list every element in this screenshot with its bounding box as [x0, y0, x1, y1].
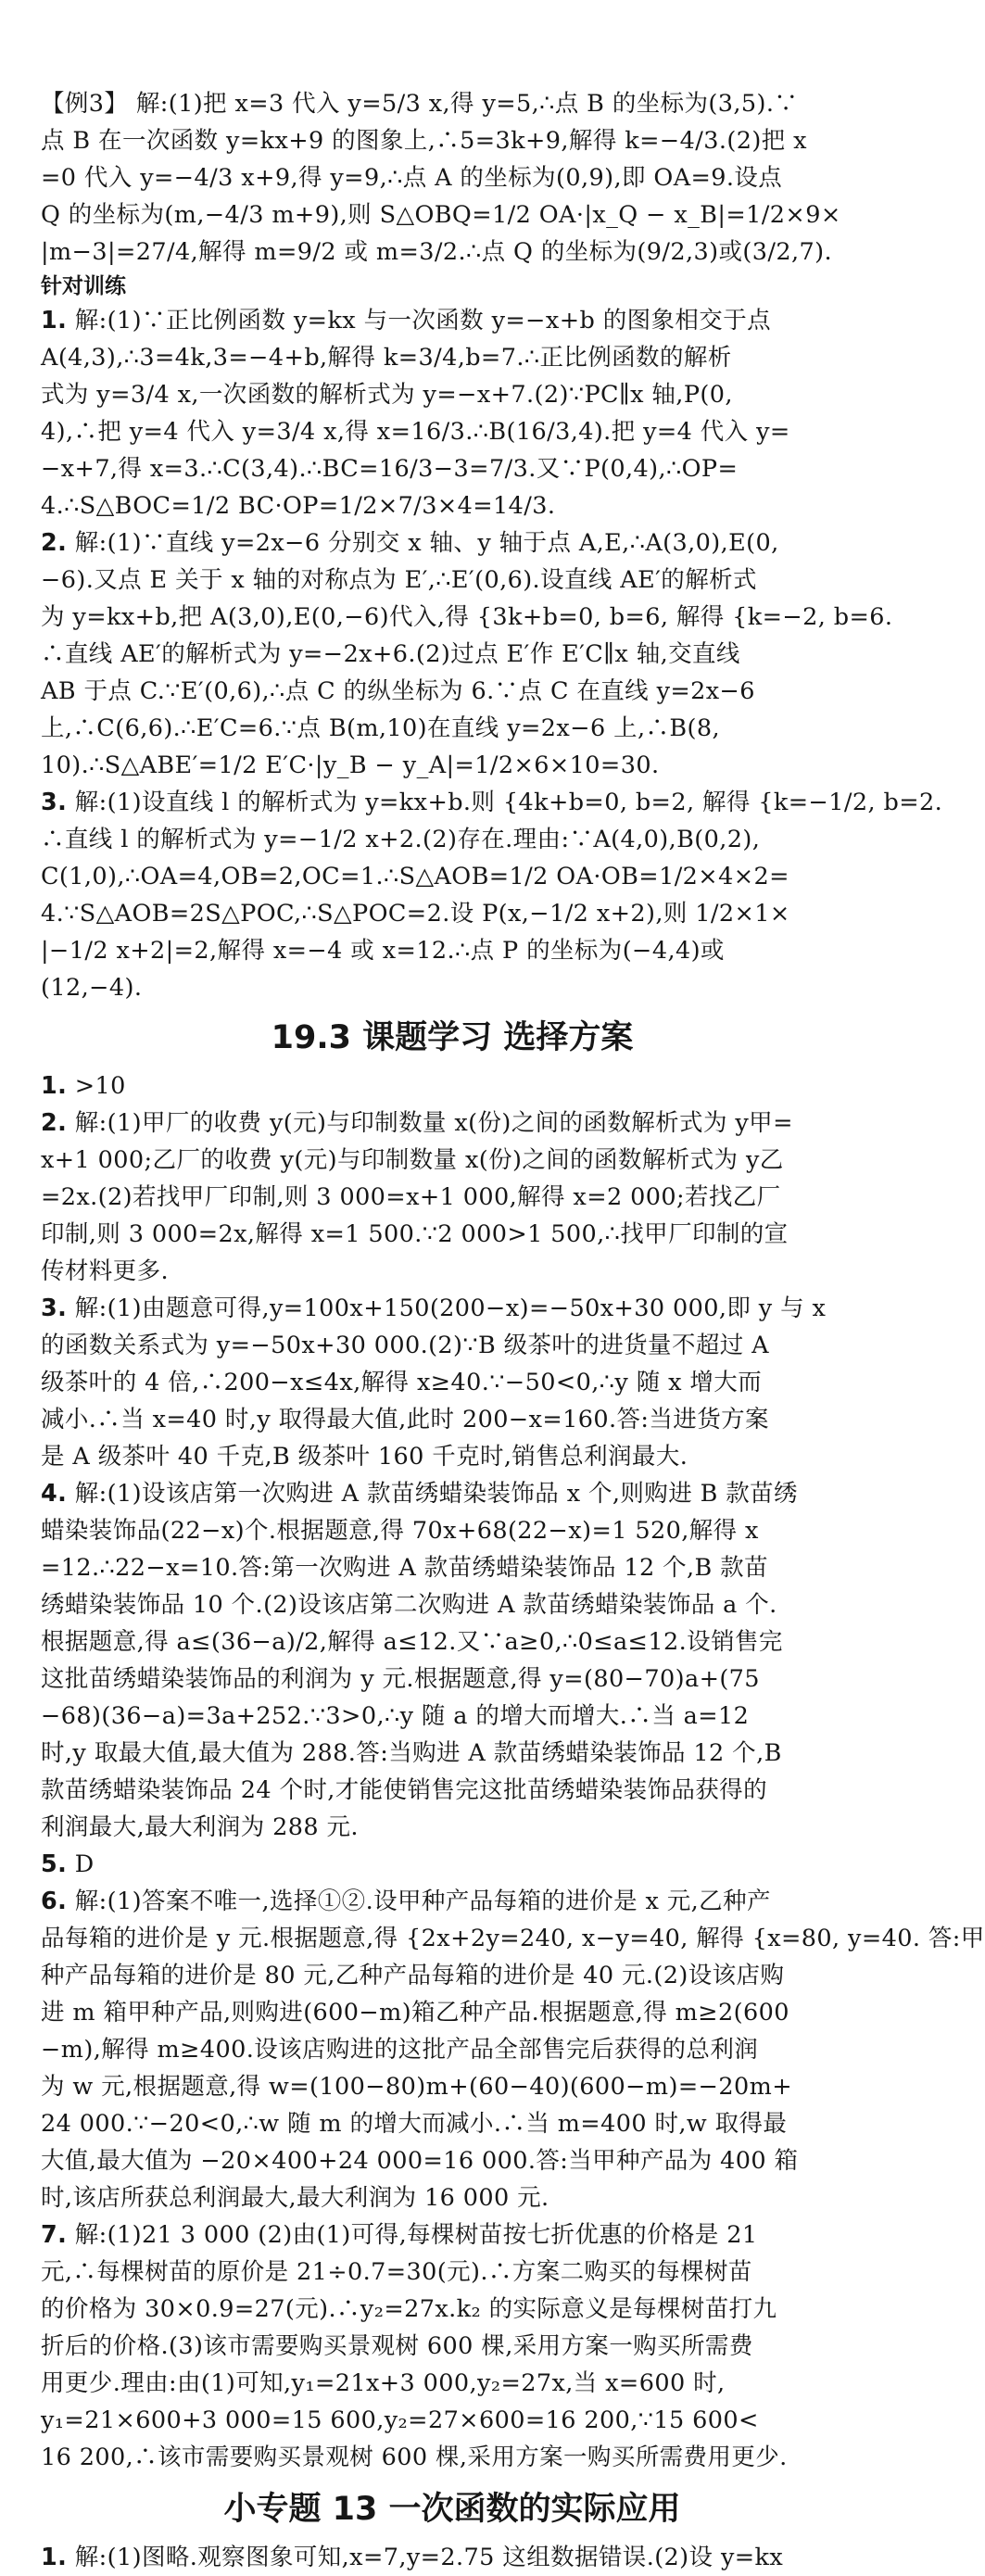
line-text: |m−3|=27/4,解得 m=9/2 或 m=3/2.∴点 Q 的坐标为(9/2,3)或(3/2,7). — [41, 238, 832, 266]
line-text: 解:(1)由题意可得,y=100x+150(200−x)=−50x+30 000,即 y 与 x — [74, 1294, 827, 1322]
line-text: 进 m 箱甲种产品,则购进(600−m)箱乙种产品.根据题意,得 m≥2(600 — [41, 1999, 789, 2027]
text-line — [41, 969, 864, 1006]
special-topic-items — [41, 2539, 864, 2576]
item-number: 1. — [41, 2544, 68, 2571]
line-text: 解:(1)21 3 000 (2)由(1)可得,每棵树苗按七折优惠的价格是 21 — [74, 2221, 758, 2249]
text-line — [41, 1809, 864, 1846]
text-line — [41, 376, 864, 413]
text-line — [41, 1512, 864, 1549]
line-text: 款苗绣蜡染装饰品 24 个时,才能使销售完这批苗绣蜡染装饰品获得的 — [41, 1776, 767, 1804]
text-line — [41, 1364, 864, 1401]
text-line — [41, 1883, 864, 1920]
line-text: 解:(1)图略.观察图象可知,x=7,y=2.75 这组数据错误.(2)设 y=kx — [74, 2544, 784, 2571]
answer-item — [41, 1883, 985, 2216]
text-line — [41, 302, 864, 339]
text-line — [41, 2328, 864, 2365]
answer-item — [41, 524, 893, 784]
line-text: 根据题意,得 a≤(36−a)/2,解得 a≤12.又∵a≥0,∴0≤a≤12.设销售完 — [41, 1628, 783, 1656]
line-text: 10).∴S△ABE′=1/2 E′C·|y_B − y_A|=1/2×6×10=30. — [41, 751, 660, 779]
text-line — [41, 1401, 864, 1438]
text-line — [41, 1216, 864, 1253]
line-text: −x+7,得 x=3.∴C(3,4).∴BC=16/3−3=7/3.又∵P(0,4),∴OP= — [41, 455, 739, 483]
line-text: 为 y=kx+b,把 A(3,0),E(0,−6)代入,得 {3k+b=0, b=6, 解得 {k=−2, b=6. — [41, 603, 893, 631]
line-text: 时,y 取最大值,最大值为 288.答:当购进 A 款苗绣蜡染装饰品 12 个,B — [41, 1739, 782, 1767]
line-text: 的函数关系式为 y=−50x+30 000.(2)∵B 级茶叶的进货量不超过 A — [41, 1332, 769, 1359]
line-text: >10 — [74, 1072, 126, 1100]
text-line — [41, 2068, 864, 2105]
text-line — [41, 932, 864, 969]
line-text: A(4,3),∴3=4k,3=−4+b,解得 k=3/4,b=7.∴正比例函数的解析 — [41, 344, 732, 372]
section-19-3-items — [41, 1067, 985, 2476]
text-line — [41, 2254, 864, 2291]
line-text: 4.∵S△AOB=2S△POC,∴S△POC=2.设 P(x,−1/2 x+2),则 1/2×1× — [41, 900, 790, 928]
text-line — [41, 2539, 864, 2576]
line-text: 解:(1)答案不唯一,选择①②.设甲种产品每箱的进价是 x 元,乙种产 — [74, 1888, 771, 1915]
item-number: 1. — [41, 1072, 68, 1100]
text-line — [41, 1475, 864, 1512]
text-line — [41, 2142, 864, 2179]
text-line — [41, 1549, 864, 1586]
text-line — [41, 1179, 864, 1216]
line-text: 品每箱的进价是 y 元.根据题意,得 {2x+2y=240, x−y=40, 解得 {x=80, y=40. 答:甲 — [41, 1925, 985, 1952]
text-line — [41, 2365, 864, 2402]
text-line — [41, 2216, 864, 2254]
line-text: 印制,则 3 000=2x,解得 x=1 500.∵2 000>1 500,∴找甲厂印制的宣 — [41, 1220, 789, 1248]
line-text: 大值,最大值为 −20×400+24 000=16 000.答:当甲种产品为 400 箱 — [41, 2147, 799, 2175]
text-line — [41, 450, 864, 487]
text-line — [41, 524, 864, 562]
text-line — [41, 2402, 864, 2439]
line-text: 这批苗绣蜡染装饰品的利润为 y 元.根据题意,得 y=(80−70)a+(75 — [41, 1665, 760, 1693]
line-text: 减小.∴当 x=40 时,y 取得最大值,此时 200−x=160.答:当进货方案 — [41, 1406, 769, 1433]
line-text: 上,∴C(6,6).∴E′C=6.∵点 B(m,10)在直线 y=2x−6 上,∴B(8, — [41, 714, 721, 742]
text-line — [41, 747, 864, 784]
line-text: 折后的价格.(3)该市需要购买景观树 600 棵,采用方案一购买所需费 — [41, 2332, 753, 2360]
answer-item — [41, 302, 864, 524]
text-line — [41, 339, 864, 376]
answer-item — [41, 784, 943, 1006]
practice-items — [41, 302, 943, 1006]
text-line — [41, 1586, 864, 1623]
line-text: 解:(1)甲厂的收费 y(元)与印制数量 x(份)之间的函数解析式为 y甲= — [74, 1109, 793, 1137]
item-number: 3. — [41, 789, 68, 816]
text-line — [41, 784, 943, 821]
item-number: 5. — [41, 1850, 68, 1878]
line-text: 利润最大,最大利润为 288 元. — [41, 1813, 359, 1841]
text-line — [41, 599, 893, 636]
text-line — [41, 196, 864, 234]
text-line — [41, 1957, 864, 1994]
item-number: 2. — [41, 529, 68, 557]
text-line — [41, 2291, 864, 2328]
practice-heading: 针对训练 — [41, 274, 126, 298]
line-text: 式为 y=3/4 x,一次函数的解析式为 y=−x+7.(2)∵PC∥x 轴,P(0, — [41, 381, 733, 409]
line-text: 24 000.∵−20<0,∴w 随 m 的增大而减小.∴当 m=400 时,w 取得最 — [41, 2110, 788, 2138]
text-line — [41, 1846, 864, 1883]
text-line — [41, 673, 864, 710]
text-line — [41, 1067, 864, 1105]
text-line — [41, 1142, 864, 1179]
text-line — [41, 1290, 864, 1327]
text-line — [41, 1661, 864, 1698]
answer-item — [41, 2216, 864, 2476]
text-line — [41, 1735, 864, 1772]
item-number: 4. — [41, 1480, 68, 1508]
text-line — [41, 1698, 864, 1735]
item-number: 1. — [41, 307, 68, 335]
answer-item — [41, 1105, 864, 1290]
line-text: 为 w 元,根据题意,得 w=(100−80)m+(60−40)(600−m)=−20m+ — [41, 2073, 792, 2101]
item-number: 3. — [41, 1294, 68, 1322]
answer-page — [41, 85, 985, 2576]
answer-item — [41, 1475, 864, 1846]
answer-item — [41, 1290, 864, 1475]
text-line — [41, 562, 864, 599]
text-line — [41, 1772, 864, 1809]
text-line — [41, 1994, 864, 2031]
section-title-19-3: 19.3 课题学习 选择方案 — [271, 1019, 634, 1056]
text-line — [41, 2105, 864, 2142]
line-text: 用更少.理由:由(1)可知,y₁=21x+3 000,y₂=27x,当 x=600 时, — [41, 2369, 726, 2397]
line-text: 解:(1)设该店第一次购进 A 款苗绣蜡染装饰品 x 个,则购进 B 款苗绣 — [74, 1480, 798, 1508]
line-text: C(1,0),∴OA=4,OB=2,OC=1.∴S△AOB=1/2 OA·OB=1/2×4×2= — [41, 863, 789, 890]
line-text: 4),∴把 y=4 代入 y=3/4 x,得 x=16/3.∴B(16/3,4).把 y=4 代入 y= — [41, 418, 790, 446]
line-text: =0 代入 y=−4/3 x+9,得 y=9,∴点 A 的坐标为(0,9),即 OA=9.设点 — [41, 164, 783, 192]
text-line — [41, 2179, 864, 2216]
line-text: =2x.(2)若找甲厂印制,则 3 000=x+1 000,解得 x=2 000;若找乙厂 — [41, 1183, 781, 1211]
line-text: =12.∴22−x=10.答:第一次购进 A 款苗绣蜡染装饰品 12 个,B 款苗 — [41, 1554, 768, 1582]
line-text: 16 200,∴该市需要购买景观树 600 棵,采用方案一购买所需费用更少. — [41, 2443, 788, 2471]
text-line — [41, 1105, 864, 1142]
answer-item — [41, 1846, 864, 1883]
text-line — [41, 1920, 985, 1957]
text-line — [41, 710, 864, 747]
line-text: 蜡染装饰品(22−x)个.根据题意,得 70x+68(22−x)=1 520,解得 x — [41, 1517, 759, 1545]
text-line — [41, 487, 864, 524]
answer-item — [41, 2539, 864, 2576]
line-text: 解:(1)∵正比例函数 y=kx 与一次函数 y=−x+b 的图象相交于点 — [74, 307, 772, 335]
text-line — [41, 1253, 864, 1290]
line-text: |−1/2 x+2|=2,解得 x=−4 或 x=12.∴点 P 的坐标为(−4,4)或 — [41, 937, 725, 965]
line-text: ∴直线 AE′的解析式为 y=−2x+6.(2)过点 E′作 E′C∥x 轴,交直线 — [41, 640, 740, 668]
line-text: y₁=21×600+3 000=15 600,y₂=27×600=16 200,∵15 600< — [41, 2406, 759, 2434]
text-line — [41, 234, 864, 271]
line-text: AB 于点 C.∵E′(0,6),∴点 C 的纵坐标为 6.∵点 C 在直线 y=2x−6 — [41, 677, 755, 705]
line-text: −6).又点 E 关于 x 轴的对称点为 E′,∴E′(0,6).设直线 AE′的解析式 — [41, 566, 757, 594]
line-text: 解:(1)∵直线 y=2x−6 分别交 x 轴、y 轴于点 A,E,∴A(3,0),E(0, — [74, 529, 779, 557]
item-number: 2. — [41, 1109, 68, 1137]
text-line — [41, 636, 864, 673]
line-text: 解:(1)设直线 l 的解析式为 y=kx+b.则 {4k+b=0, b=2, 解得 {k=−1/2, b=2. — [74, 789, 943, 816]
example-3-solution — [41, 85, 864, 271]
text-line — [41, 122, 864, 159]
line-text: 点 B 在一次函数 y=kx+9 的图象上,∴5=3k+9,解得 k=−4/3.(2)把 x — [41, 127, 807, 155]
text-line — [41, 2031, 864, 2068]
line-text: 是 A 级茶叶 40 千克,B 级茶叶 160 千克时,销售总利润最大. — [41, 1443, 688, 1471]
line-text: Q 的坐标为(m,−4/3 m+9),则 S△OBQ=1/2 OA·|x_Q − x_B|=1/2×9× — [41, 201, 841, 229]
line-text: −68)(36−a)=3a+252.∵3>0,∴y 随 a 的增大而增大.∴当 a=12 — [41, 1702, 750, 1730]
line-text: 【例3】 解:(1)把 x=3 代入 y=5/3 x,得 y=5,∴点 B 的坐标为(3,5).∵ — [41, 90, 799, 118]
line-text: 4.∴S△BOC=1/2 BC·OP=1/2×7/3×4=14/3. — [41, 492, 556, 520]
item-number: 7. — [41, 2221, 68, 2249]
answer-item — [41, 1067, 864, 1105]
special-topic-title: 小专题 13 一次函数的实际应用 — [223, 2491, 681, 2528]
item-number: 6. — [41, 1888, 68, 1915]
text-line — [41, 895, 864, 932]
text-line — [41, 2439, 864, 2476]
line-text: (12,−4). — [41, 974, 143, 1002]
line-text: D — [74, 1850, 95, 1878]
text-line — [41, 821, 864, 858]
line-text: 种产品每箱的进价是 80 元,乙种产品每箱的进价是 40 元.(2)设该店购 — [41, 1962, 785, 1989]
line-text: 绣蜡染装饰品 10 个.(2)设该店第二次购进 A 款苗绣蜡染装饰品 a 个. — [41, 1591, 777, 1619]
line-text: ∴直线 l 的解析式为 y=−1/2 x+2.(2)存在.理由:∵A(4,0),B(0,2), — [41, 826, 761, 853]
text-line — [41, 1623, 864, 1661]
line-text: 时,该店所获总利润最大,最大利润为 16 000 元. — [41, 2184, 549, 2212]
line-text: 元,∴每棵树苗的原价是 21÷0.7=30(元).∴方案二购买的每棵树苗 — [41, 2258, 752, 2286]
line-text: 的价格为 30×0.9=27(元).∴y₂=27x.k₂ 的实际意义是每棵树苗打九 — [41, 2295, 777, 2323]
text-line — [41, 413, 864, 450]
line-text: 传材料更多. — [41, 1257, 170, 1285]
text-line — [41, 858, 864, 895]
text-line — [41, 1438, 864, 1475]
line-text: 级茶叶的 4 倍,∴200−x≤4x,解得 x≥40.∵−50<0,∴y 随 x 增大而 — [41, 1369, 763, 1396]
line-text: x+1 000;乙厂的收费 y(元)与印制数量 x(份)之间的函数解析式为 y乙 — [41, 1146, 784, 1174]
text-line — [41, 85, 864, 122]
text-line — [41, 1327, 864, 1364]
line-text: −m),解得 m≥400.设该店购进的这批产品全部售完后获得的总利润 — [41, 2036, 759, 2064]
text-line — [41, 159, 864, 196]
